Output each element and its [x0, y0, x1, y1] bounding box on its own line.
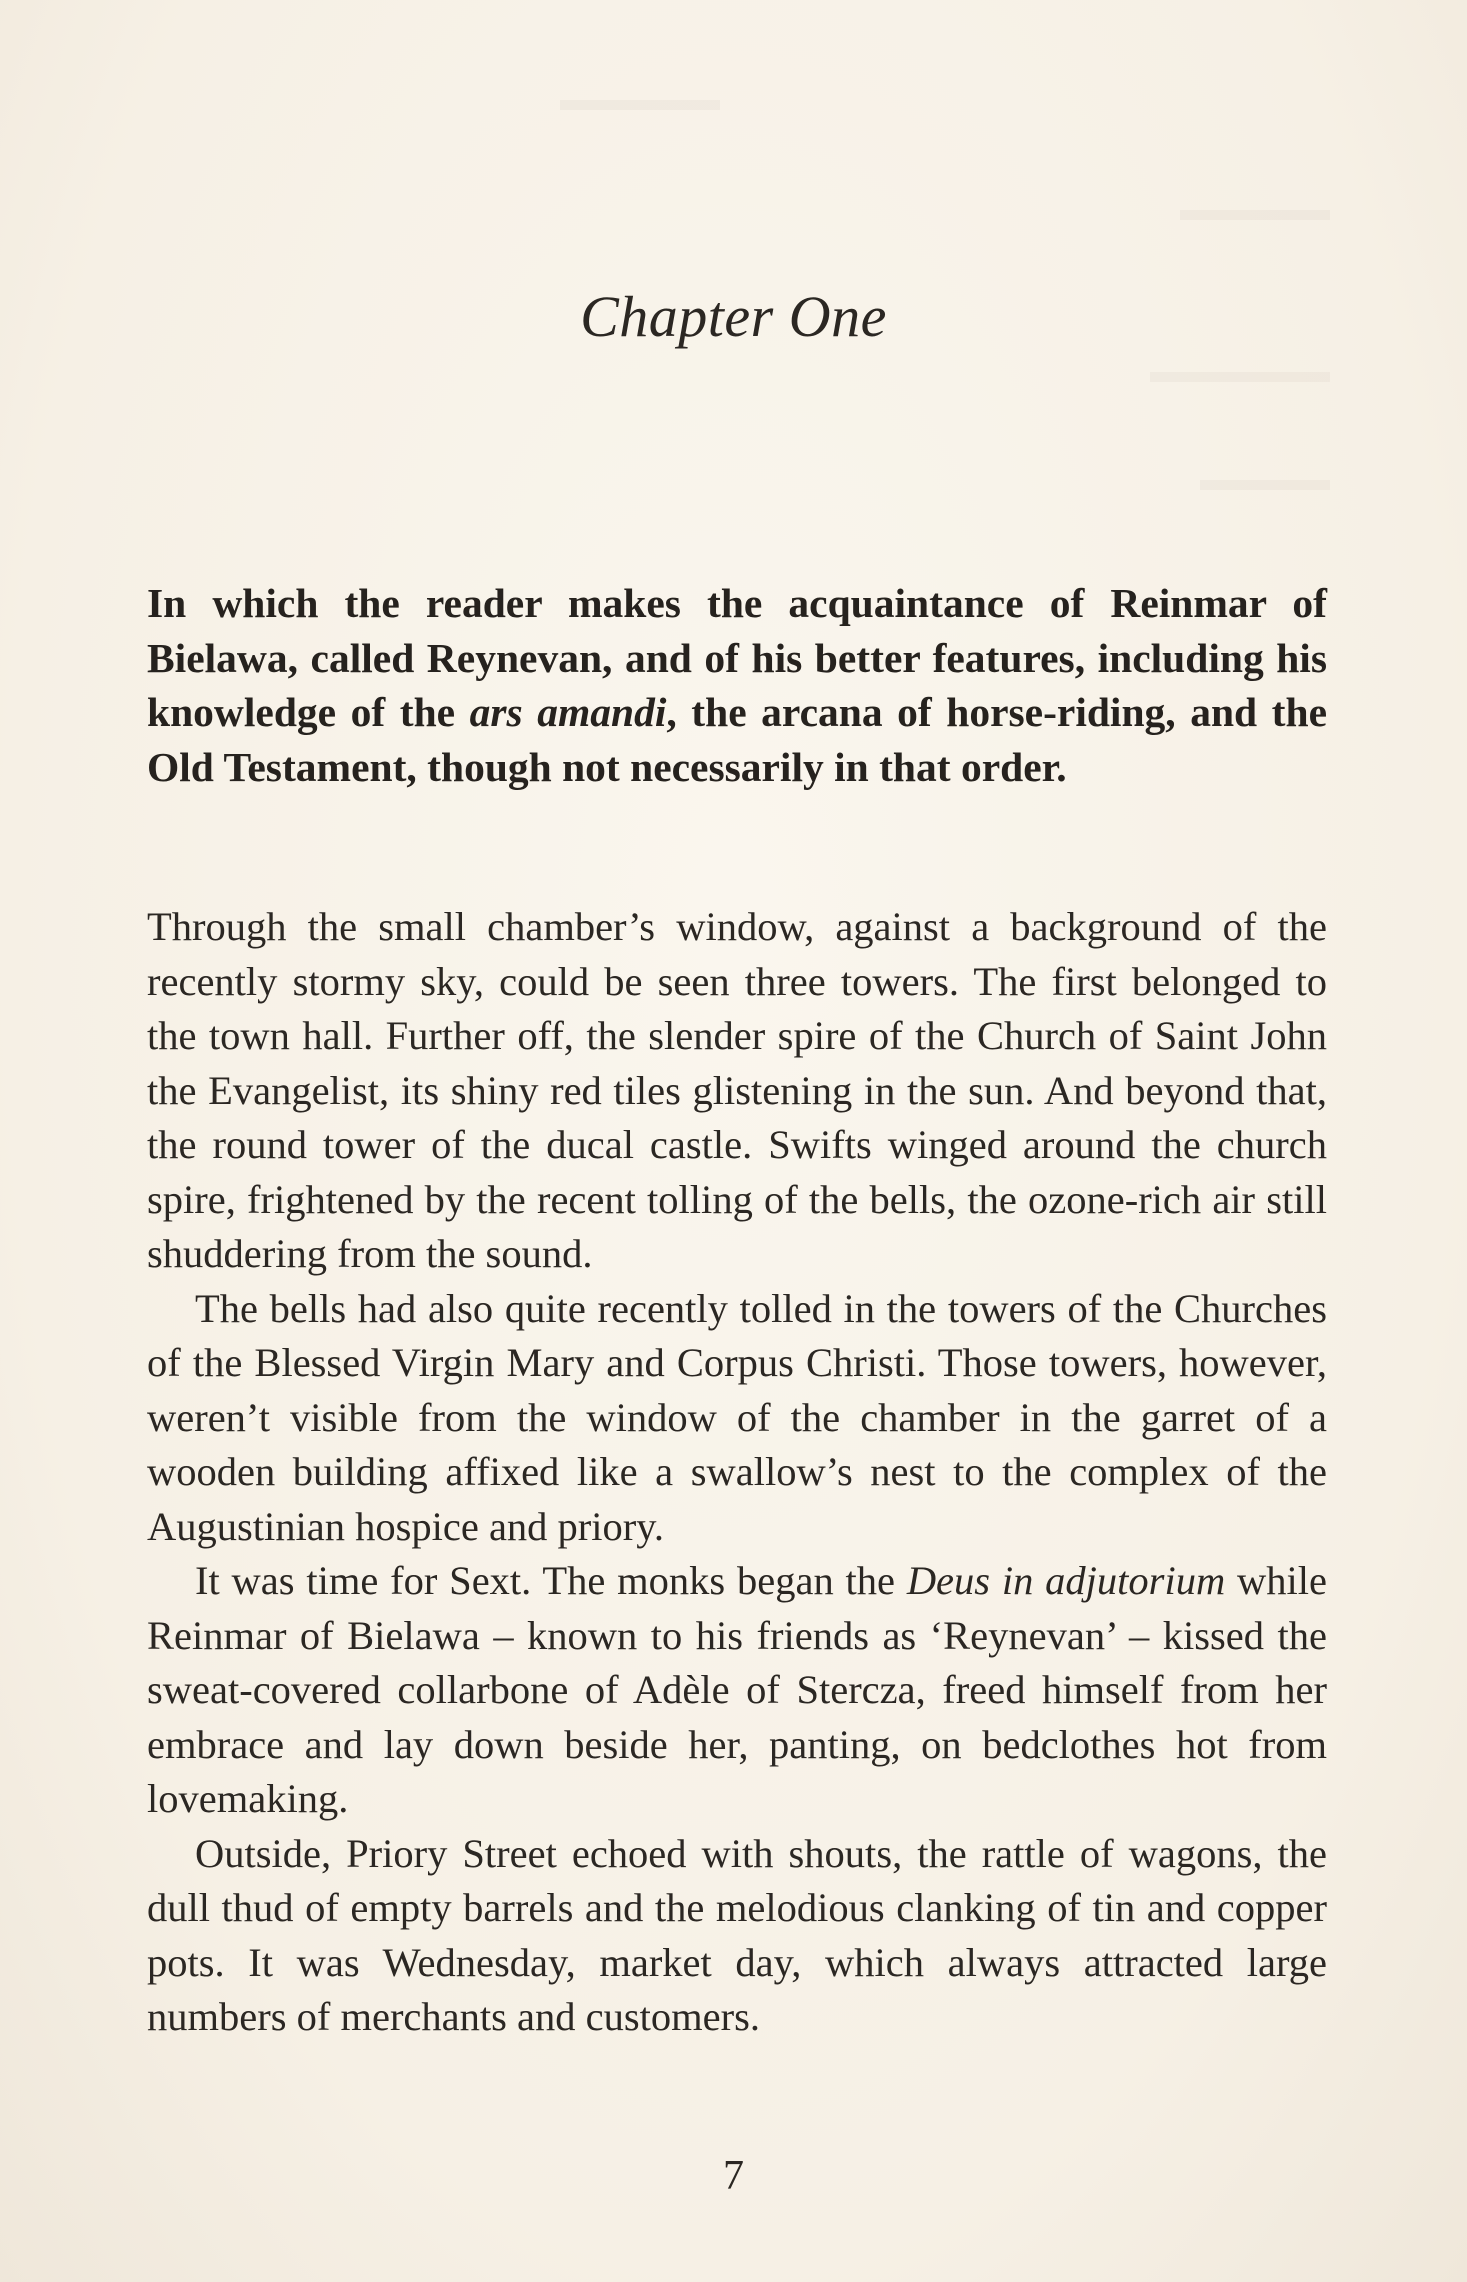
- paragraph-3: [147, 1554, 1327, 1827]
- page-number: 7: [723, 2153, 744, 2199]
- synopsis-text-end: , the arcana of horse-riding, and the Old Testament, though not necessarily in that order.: [147, 689, 1327, 790]
- synopsis-italic-phrase: ars amandi: [469, 689, 667, 735]
- chapter-synopsis: [147, 576, 1327, 794]
- show-through-line: [1180, 210, 1330, 220]
- paragraph-1: Through the small chamber’s window, against a background of the recently stormy sky, could be seen three towers. The first belonged to the town hall. Further off, the slender spire of the Church of Saint John the Evangelist, its shiny red tiles glistening in the sun. And beyond that, the round tower of the ducal castle. Swifts winged around the church spire, frightened by the recent tolling of the bells, the ozone-rich air still shuddering from the sound.: [147, 904, 1327, 1276]
- paragraph-3-italic-phrase: Deus in adjutorium: [906, 1558, 1226, 1603]
- paragraph-3-text-start: It was time for Sext. The monks began the: [195, 1558, 907, 1603]
- show-through-line: [560, 100, 720, 110]
- show-through-line: [1150, 372, 1330, 382]
- show-through-line: [1200, 480, 1330, 490]
- paragraph-2: The bells had also quite recently tolled in the towers of the Churches of the Blessed Virgin Mary and Corpus Christi. Those towers, however, weren’t visible from the window of the chamber in the garret of a wooden building affixed like a swallow’s nest to the complex of the Augustinian hospice and priory.: [147, 1285, 1327, 1549]
- chapter-title: Chapter One: [580, 284, 887, 349]
- synopsis-text-start: In which the reader makes the acquaintance of Reinmar of Bielawa, called Reynevan, and of his better features, including his knowledge of the: [147, 580, 1327, 735]
- chapter-body: [147, 900, 1327, 2045]
- paragraph-3-text-end: while Reinmar of Bielawa – known to his friends as ‘Reynevan’ – kissed the sweat-covered collarbone of Adèle of Stercza, freed himself from her embrace and lay down beside her, panting, on bedclothes hot from lovemaking.: [147, 1558, 1327, 1821]
- paragraph-4: Outside, Priory Street echoed with shouts, the rattle of wagons, the dull thud of empty barrels and the melodious clanking of tin and copper pots. It was Wednesday, market day, which always attracted large numbers of merchants and customers.: [147, 1830, 1327, 2039]
